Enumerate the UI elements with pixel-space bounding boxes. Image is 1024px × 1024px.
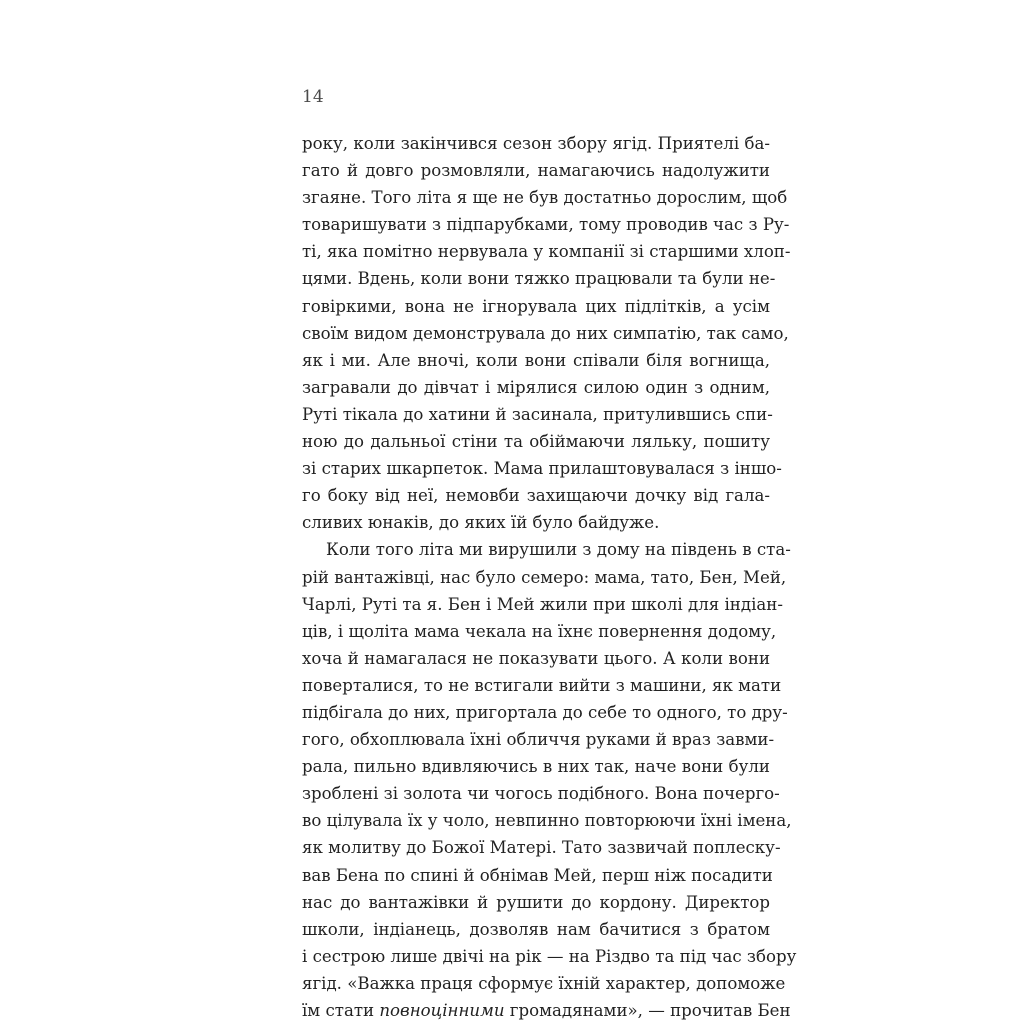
text-line: гого, обхоплювала їхні обличчя руками й враз завми- (302, 730, 775, 750)
text-line: згаяне. Того літа я ще не був достатньо дорослим, щоб (302, 188, 788, 208)
text-line-with-italic (302, 997, 791, 1024)
text-segment: їм стати (302, 1001, 380, 1020)
text-line: го боку від неї, немовби захищаючи дочку від гала- (302, 486, 770, 506)
text-line: во цілувала їх у чоло, невпинно повторюючи їхні імена, (302, 811, 792, 831)
text-line: Руті тікала до хатини й засинала, притулившись спи- (302, 404, 773, 424)
text-line: рій вантажівці, нас було семеро: мама, тато, Бен, Мей, (302, 567, 787, 587)
text-line: гато й довго розмовляли, намагаючись надолужити (302, 161, 770, 181)
text-line: року, коли закінчився сезон збору ягід. Приятелі ба- (302, 134, 770, 153)
text-line: цями. Вдень, коли вони тяжко працювали та були не- (302, 269, 776, 289)
italic-word: повноцінними (379, 1001, 505, 1020)
text-line: своїм видом демонструвала до них симпатію, так само, (302, 323, 789, 343)
text-line: говіркими, вона не ігнорувала цих підлітків, а усім (302, 296, 770, 316)
text-line: рала, пильно вдивляючись в них так, наче вони були (302, 757, 770, 777)
text-line: як молитву до Божої Матері. Тато зазвичай поплеску- (302, 838, 781, 858)
text-line: загравали до дівчат і мірялися силою один з одним, (302, 377, 770, 397)
text-line: ті, яка помітно нервувала у компанії зі старшими хлоп- (302, 242, 791, 262)
text-line-paragraph-start: Коли того літа ми вирушили з дому на південь в ста- (326, 540, 791, 560)
text-line: як і ми. Але вночі, коли вони співали біля вогнища, (302, 350, 770, 370)
text-line: товаришувати з підпарубками, тому проводив час з Ру- (302, 215, 790, 235)
text-line: Чарлі, Руті та я. Бен і Мей жили при школі для індіан- (302, 594, 783, 614)
text-line: підбігала до них, пригортала до себе то одного, то дру- (302, 702, 788, 722)
text-line: хоча й намагалася не показувати цього. А коли вони (302, 648, 770, 668)
body-text (302, 130, 797, 1024)
text-line: зроблені зі золота чи чогось подібного. Вона почерго- (302, 784, 780, 804)
text-line: ців, і щоліта мама чекала на їхнє повернення додому, (302, 621, 777, 641)
text-line: нас до вантажівки й рушити до кордону. Директор (302, 892, 770, 912)
text-line: вав Бена по спині й обнімав Мей, перш ніж посадити (302, 865, 773, 885)
page-number: 14 (302, 87, 324, 107)
text-line: ною до дальньої стіни та обіймаючи ляльку, пошиту (302, 432, 770, 452)
text-line: школи, індіанець, дозволяв нам бачитися з братом (302, 919, 770, 939)
text-segment: громадянами», — прочитав Бен (504, 1001, 791, 1020)
text-line: зі старих шкарпеток. Мама прилаштовувалася з іншо- (302, 459, 782, 479)
text-line: сливих юнаків, до яких їй було байдуже. (302, 513, 660, 533)
text-line: поверталися, то не встигали вийти з машини, як мати (302, 675, 782, 695)
text-line: і сестрою лише двічі на рік — на Різдво та під час збору (302, 946, 797, 966)
text-line: ягід. «Важка праця сформує їхній характер, допоможе (302, 973, 786, 993)
